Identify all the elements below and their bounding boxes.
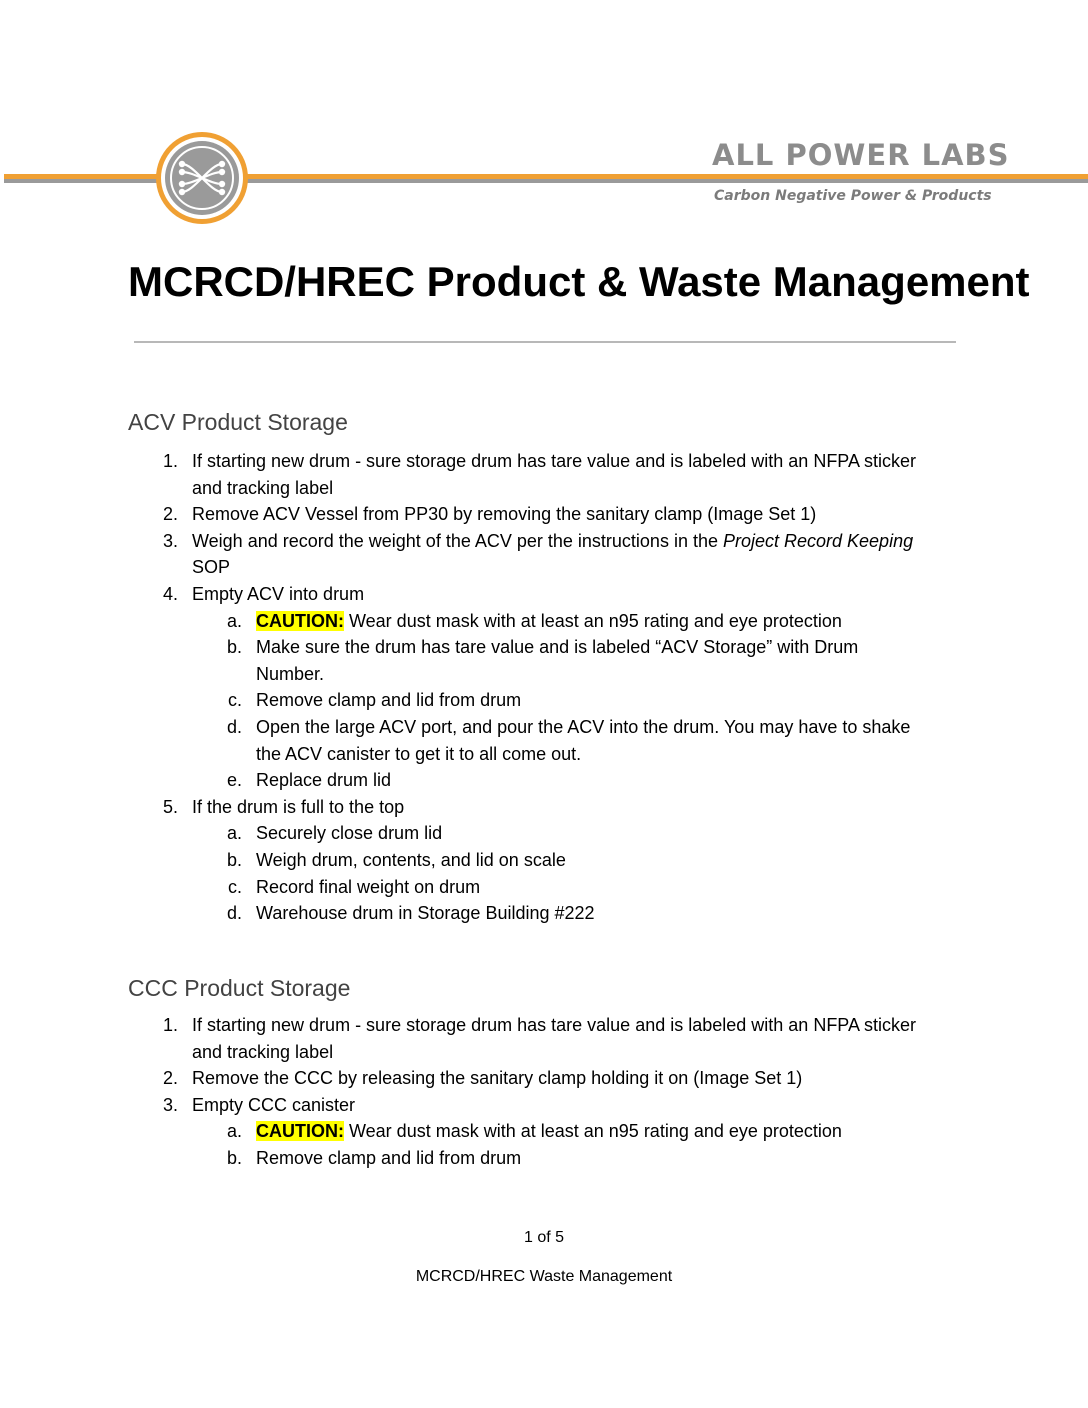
letterhead [0, 130, 1088, 230]
list-item-text: Make sure the drum has tare value and is labeled “ACV Storage” with Drum Number. [256, 637, 859, 684]
page-title: MCRCD/HREC Product & Waste Management [128, 258, 1030, 305]
list-item [128, 820, 922, 847]
list-item-text: Remove the CCC by releasing the sanitary clamp holding it on (Image Set 1) [192, 1068, 803, 1089]
list-item-text [256, 608, 922, 635]
list-item-text: Warehouse drum in Storage Building #222 [256, 903, 595, 924]
brand-name: ALL POWER LABS [712, 138, 1010, 172]
item-text-before: Weigh and record the weight of the ACV per the instructions in the [192, 530, 723, 551]
list-item-text: Empty ACV into drum [192, 583, 365, 604]
list-item [128, 847, 922, 874]
list-item [128, 714, 922, 767]
list-marker: a. [226, 823, 242, 844]
list-item-text [192, 528, 922, 581]
list-marker: c. [227, 690, 242, 711]
title-divider [134, 341, 956, 343]
list-item [128, 874, 922, 901]
list-marker: b. [226, 849, 242, 870]
list-marker: 3. [162, 1094, 178, 1115]
list-item [128, 581, 922, 608]
list-item-text: Remove clamp and lid from drum [256, 690, 522, 711]
list-item-text: If starting new drum - sure storage drum has tare value and is labeled with an NFPA sticker and tracking label [192, 1015, 916, 1062]
list-item [128, 1092, 922, 1119]
list-marker: 1. [162, 1015, 178, 1035]
list-marker: d. [226, 716, 242, 737]
list-marker: 2. [162, 1068, 178, 1089]
list-marker: c. [227, 876, 242, 897]
list-marker: 3. [162, 530, 178, 551]
list-marker: 1. [162, 451, 178, 471]
list-item-text: If starting new drum - sure storage drum has tare value and is labeled with an NFPA sticker and tracking label [192, 451, 916, 498]
step-list [128, 1012, 922, 1172]
list-marker: a. [226, 1121, 242, 1142]
list-item-text: If the drum is full to the top [192, 796, 405, 817]
list-marker: b. [226, 637, 242, 658]
list-item-text: Weigh drum, contents, and lid on scale [256, 849, 566, 870]
list-item [128, 1065, 922, 1092]
list-item [128, 1145, 922, 1172]
list-marker: a. [226, 610, 242, 631]
list-item-text: Securely close drum lid [256, 823, 443, 844]
list-item [128, 794, 922, 821]
caution-text: Wear dust mask with at least an n95 rating and eye protection [344, 1121, 842, 1142]
list-marker: d. [226, 903, 242, 924]
footer-document-title: MCRCD/HREC Waste Management [415, 1268, 673, 1285]
all-power-labs-logo-icon [154, 130, 250, 226]
section-heading: ACV Product Storage [128, 409, 348, 435]
caution-label: CAUTION: [256, 1121, 344, 1142]
list-marker: 2. [162, 504, 178, 525]
item-text-after: SOP [192, 557, 231, 578]
list-marker: 5. [162, 796, 178, 817]
list-item [128, 634, 922, 687]
list-item-text: Remove clamp and lid from drum [256, 1147, 522, 1168]
caution-text: Wear dust mask with at least an n95 rating and eye protection [344, 610, 842, 631]
brand-tagline: Carbon Negative Power & Products [714, 188, 992, 204]
section-heading: CCC Product Storage [128, 975, 351, 1001]
list-item [128, 767, 922, 794]
list-item-text: Replace drum lid [256, 770, 392, 791]
list-item [128, 528, 922, 581]
section-ccc-product-storage [128, 975, 922, 1172]
list-marker: b. [226, 1147, 242, 1168]
section-acv-product-storage [128, 409, 922, 927]
step-list [128, 448, 922, 927]
list-item [128, 608, 922, 635]
list-item-text: Remove ACV Vessel from PP30 by removing the sanitary clamp (Image Set 1) [192, 504, 817, 525]
list-item [128, 1012, 922, 1065]
list-item-text: Record final weight on drum [256, 876, 481, 897]
list-item [128, 687, 922, 714]
list-item [128, 448, 922, 501]
list-item [128, 1118, 922, 1145]
list-marker: 4. [162, 583, 178, 604]
page-number: 1 of 5 [523, 1229, 565, 1246]
sop-reference: Project Record Keeping [722, 530, 914, 551]
list-item-text [256, 1118, 922, 1145]
list-marker: e. [226, 770, 242, 791]
list-item-text: Open the large ACV port, and pour the ACV into the drum. You may have to shake the ACV canister to get it to all come out. [256, 716, 911, 764]
list-item [128, 501, 922, 528]
list-item-text: Empty CCC canister [192, 1094, 356, 1115]
caution-label: CAUTION: [256, 610, 344, 631]
list-item [128, 900, 922, 927]
